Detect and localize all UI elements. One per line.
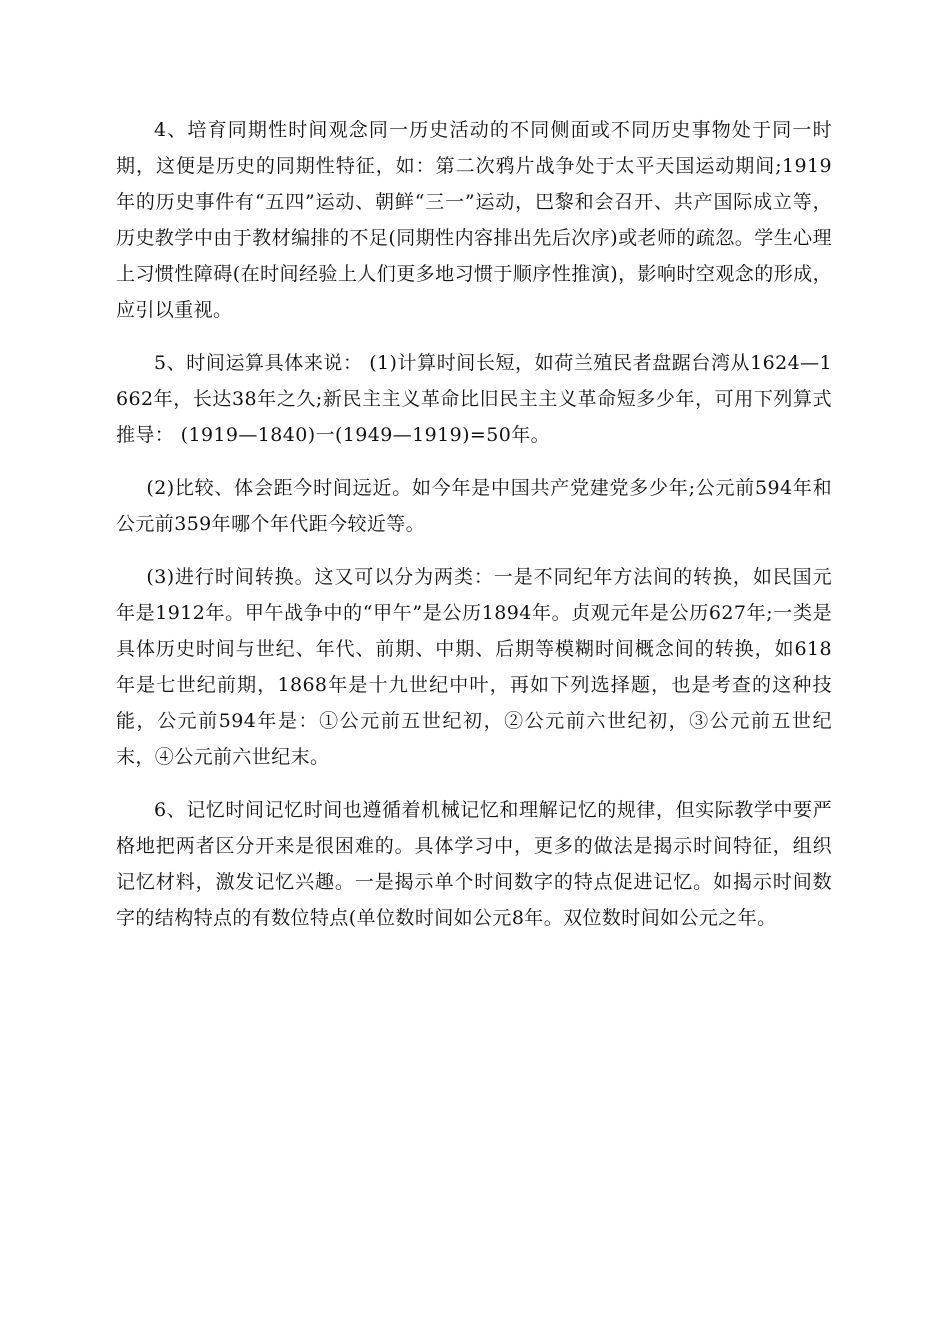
paragraph-time-calculation: 5、时间运算具体来说： (1)计算时间长短，如荷兰殖民者盘踞台湾从1624—1662年，长达38年之久;新民主主义革命比旧民主主义革命短多少年，可用下列算式推导： (1919—1840)一(1949—1919)=50年。 — [116, 352, 832, 446]
paragraph-synchronicity: 4、培育同期性时间观念同一历史活动的不同侧面或不同历史事物处于同一时期，这便是历史的同期性特征，如：第二次鸦片战争处于太平天国运动期间;1919年的历史事件有“五四”运动、朝鲜“三一”运动，巴黎和会召开、共产国际成立等，历史教学中由于教材编排的不足(同期性内容排出先后次序)或老师的疏忽。学生心理上习惯性障碍(在时间经验上人们更多地习惯于顺序性推演)，影响时空观念的形成，应引以重视。 — [116, 119, 832, 321]
paragraph-time-comparison: (2)比较、体会距今时间远近。如今年是中国共产党建党多少年;公元前594年和公元前359年哪个年代距今较近等。 — [116, 477, 832, 535]
paragraph-time-conversion: (3)进行时间转换。这又可以分为两类：一是不同纪年方法间的转换，如民国元年是1912年。甲午战争中的“甲午”是公历1894年。贞观元年是公历627年;一类是具体历史时间与世纪、年代、前期、中期、后期等模糊时间概念间的转换，如618年是七世纪前期，1868年是十九世纪中叶，再如下列选择题，也是考查的这种技能，公元前594年是：①公元前五世纪初，②公元前六世纪初，③公元前五世纪末，④公元前六世纪末。 — [116, 566, 832, 768]
document-body — [116, 112, 832, 953]
paragraph-time-memory: 6、记忆时间记忆时间也遵循着机械记忆和理解记忆的规律，但实际教学中要严格地把两者区分开来是很困难的。具体学习中，更多的做法是揭示时间特征，组织记忆材料，激发记忆兴趣。一是揭示单个时间数字的特点促进记忆。如揭示时间数字的结构特点的有数位特点(单位数时间如公元8年。双位数时间如公元之年。 — [116, 799, 832, 929]
